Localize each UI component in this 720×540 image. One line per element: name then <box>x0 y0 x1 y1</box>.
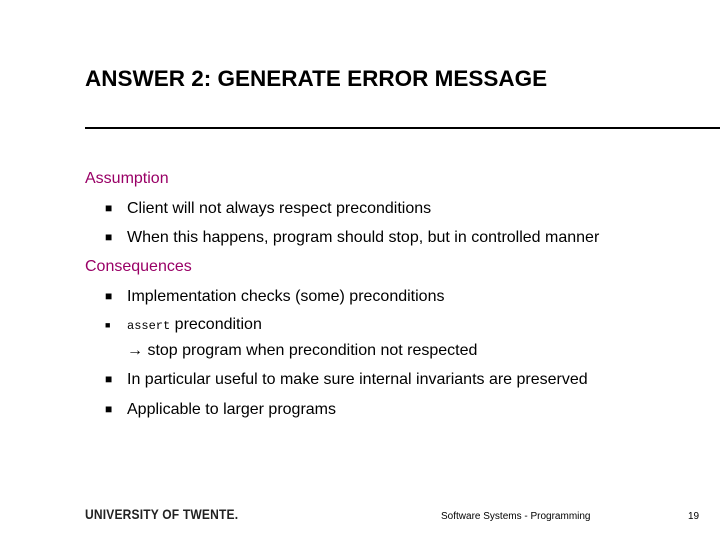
square-bullet-icon: ■ <box>105 201 113 215</box>
list-item <box>105 200 431 218</box>
section-heading-assumption: Assumption <box>85 170 169 187</box>
list-item <box>105 316 262 334</box>
university-logo: UNIVERSITY OF TWENTE. <box>85 506 239 522</box>
square-bullet-icon: ■ <box>105 372 113 386</box>
section-heading-consequences: Consequences <box>85 258 192 275</box>
square-bullet-icon: ■ <box>105 230 113 244</box>
code-assert: assert <box>127 319 171 333</box>
page-number: 19 <box>688 511 700 522</box>
list-item <box>105 371 588 389</box>
footer-course: Software Systems - Programming <box>441 511 591 522</box>
bullet-text: Implementation checks (some) preconditions <box>127 288 445 305</box>
slide-title: ANSWER 2: GENERATE ERROR MESSAGE <box>85 66 548 91</box>
bullet-text: In particular useful to make sure internal invariants are preserved <box>127 371 588 388</box>
bullet-text: precondition <box>170 316 262 333</box>
bullet-text: Applicable to larger programs <box>127 401 336 418</box>
list-item <box>105 288 444 306</box>
square-bullet-icon: ■ <box>105 320 111 330</box>
list-item <box>105 401 336 419</box>
bullet-continuation: → stop program when precondition not respected <box>127 342 478 359</box>
bullet-text: When this happens, program should stop, but in controlled manner <box>127 229 600 246</box>
square-bullet-icon: ■ <box>105 289 113 303</box>
bullet-text: Client will not always respect preconditions <box>127 200 432 217</box>
square-bullet-icon: ■ <box>105 402 113 416</box>
list-item <box>105 229 599 247</box>
title-divider <box>85 127 720 129</box>
